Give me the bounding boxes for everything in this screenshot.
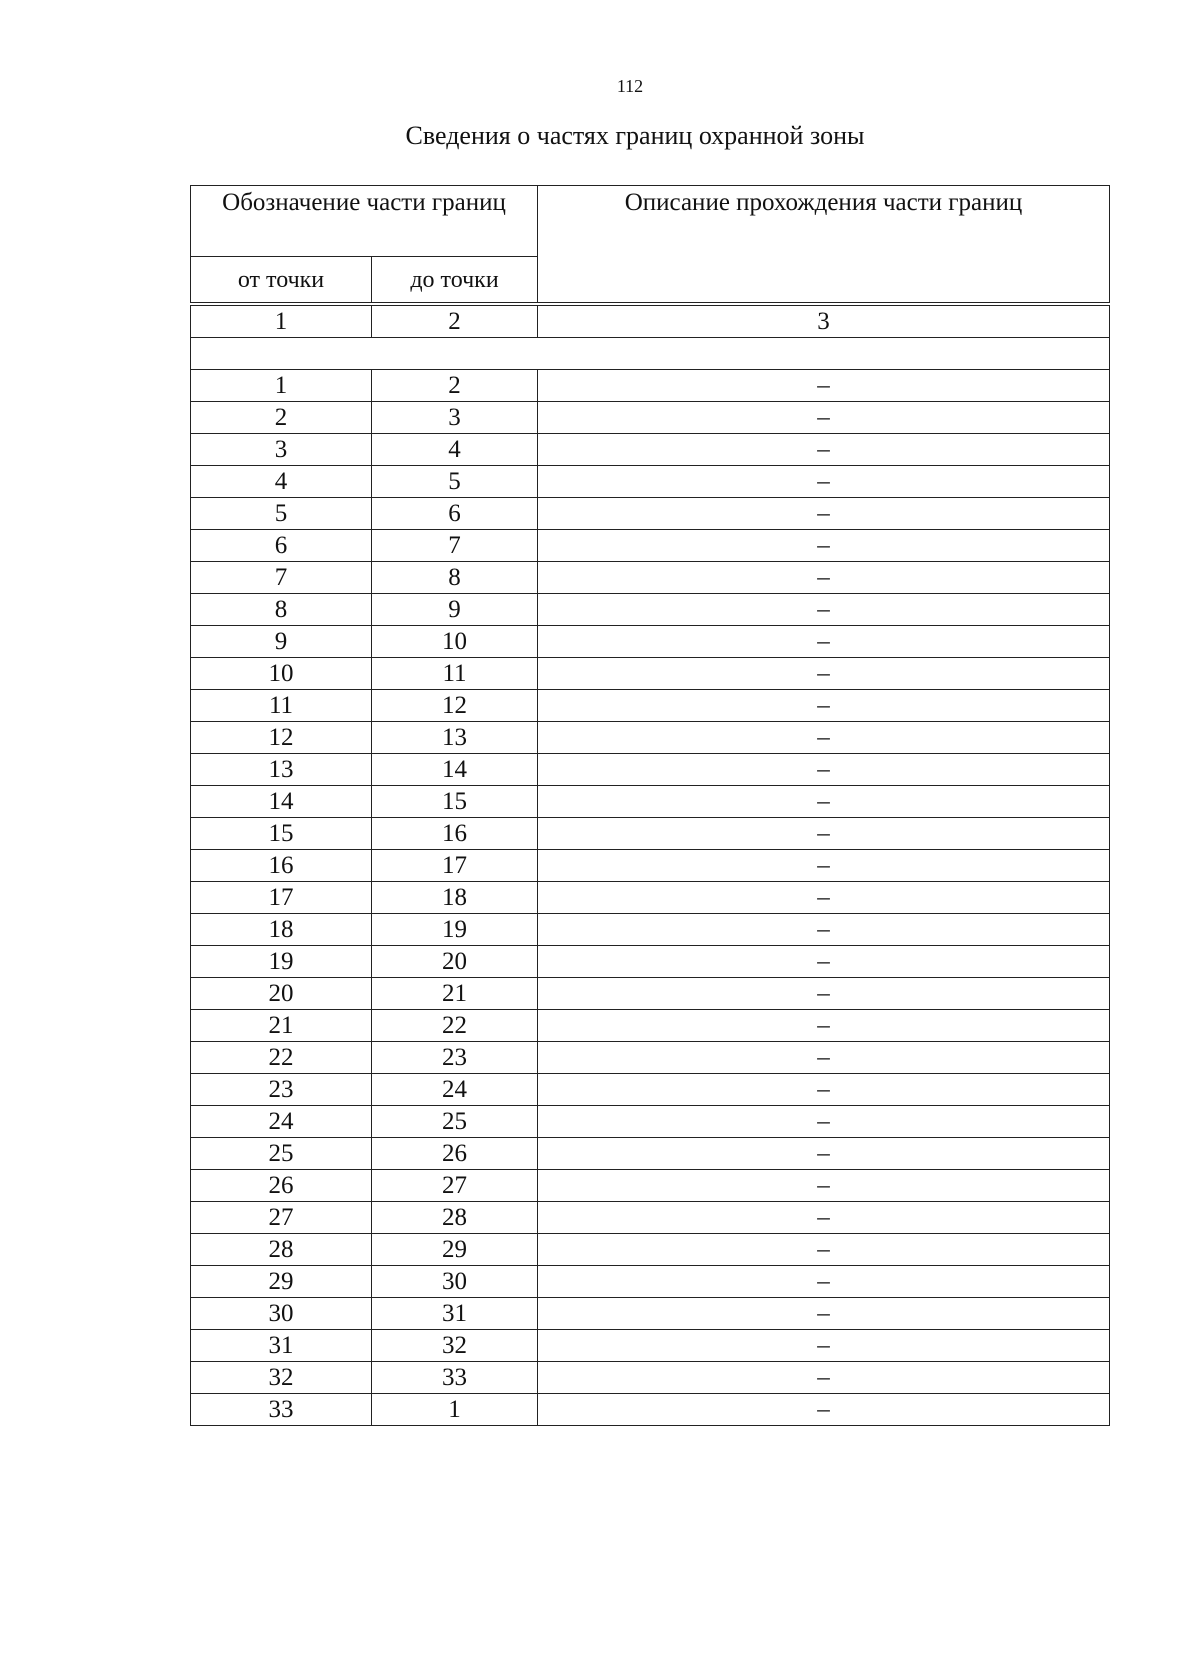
header-to-point: до точки bbox=[372, 257, 538, 303]
table-row bbox=[191, 914, 1110, 946]
from-point-cell: 26 bbox=[191, 1170, 372, 1202]
table-row bbox=[191, 434, 1110, 466]
table-row bbox=[191, 658, 1110, 690]
header-boundary-description: Описание прохождения части границ bbox=[538, 186, 1110, 303]
description-cell: – bbox=[538, 690, 1110, 722]
to-point-cell: 7 bbox=[372, 530, 538, 562]
table-row bbox=[191, 786, 1110, 818]
to-point-cell: 9 bbox=[372, 594, 538, 626]
from-point-cell: 15 bbox=[191, 818, 372, 850]
from-point-cell: 20 bbox=[191, 978, 372, 1010]
from-point-cell: 8 bbox=[191, 594, 372, 626]
description-cell: – bbox=[538, 658, 1110, 690]
description-cell: – bbox=[538, 914, 1110, 946]
description-cell: – bbox=[538, 626, 1110, 658]
table-row bbox=[191, 562, 1110, 594]
to-point-cell: 3 bbox=[372, 402, 538, 434]
description-cell: – bbox=[538, 466, 1110, 498]
description-cell: – bbox=[538, 1170, 1110, 1202]
description-cell: – bbox=[538, 370, 1110, 402]
description-cell: – bbox=[538, 818, 1110, 850]
from-point-cell: 12 bbox=[191, 722, 372, 754]
from-point-cell: 5 bbox=[191, 498, 372, 530]
table-row bbox=[191, 1362, 1110, 1394]
table-row bbox=[191, 690, 1110, 722]
to-point-cell: 14 bbox=[372, 754, 538, 786]
table-row bbox=[191, 626, 1110, 658]
to-point-cell: 32 bbox=[372, 1330, 538, 1362]
table-row bbox=[191, 1234, 1110, 1266]
from-point-cell: 2 bbox=[191, 402, 372, 434]
description-cell: – bbox=[538, 402, 1110, 434]
table-row bbox=[191, 1202, 1110, 1234]
description-cell: – bbox=[538, 594, 1110, 626]
from-point-cell: 18 bbox=[191, 914, 372, 946]
description-cell: – bbox=[538, 562, 1110, 594]
from-point-cell: 28 bbox=[191, 1234, 372, 1266]
from-point-cell: 14 bbox=[191, 786, 372, 818]
description-cell: – bbox=[538, 754, 1110, 786]
table-row bbox=[191, 594, 1110, 626]
table-row bbox=[191, 498, 1110, 530]
from-point-cell: 21 bbox=[191, 1010, 372, 1042]
section-cell bbox=[191, 338, 1110, 370]
description-cell: – bbox=[538, 1202, 1110, 1234]
to-point-cell: 2 bbox=[372, 370, 538, 402]
from-point-cell: 11 bbox=[191, 690, 372, 722]
from-point-cell: 25 bbox=[191, 1138, 372, 1170]
to-point-cell: 19 bbox=[372, 914, 538, 946]
to-point-cell: 23 bbox=[372, 1042, 538, 1074]
to-point-cell: 18 bbox=[372, 882, 538, 914]
to-point-cell: 16 bbox=[372, 818, 538, 850]
to-point-cell: 5 bbox=[372, 466, 538, 498]
from-point-cell: 16 bbox=[191, 850, 372, 882]
from-point-cell: 33 bbox=[191, 1394, 372, 1426]
to-point-cell: 33 bbox=[372, 1362, 538, 1394]
column-number-2: 2 bbox=[372, 306, 538, 338]
to-point-cell: 22 bbox=[372, 1010, 538, 1042]
table-body bbox=[191, 186, 1110, 1426]
description-cell: – bbox=[538, 978, 1110, 1010]
table-row bbox=[191, 370, 1110, 402]
table-row bbox=[191, 882, 1110, 914]
table-row bbox=[191, 402, 1110, 434]
from-point-cell: 30 bbox=[191, 1298, 372, 1330]
to-point-cell: 30 bbox=[372, 1266, 538, 1298]
table-row bbox=[191, 946, 1110, 978]
header-row-top bbox=[191, 186, 1110, 257]
table-row bbox=[191, 722, 1110, 754]
description-cell: – bbox=[538, 1362, 1110, 1394]
description-cell: – bbox=[538, 434, 1110, 466]
table-row bbox=[191, 1298, 1110, 1330]
description-cell: – bbox=[538, 1138, 1110, 1170]
column-number-row bbox=[191, 306, 1110, 338]
from-point-cell: 31 bbox=[191, 1330, 372, 1362]
table-row bbox=[191, 1266, 1110, 1298]
description-cell: – bbox=[538, 1010, 1110, 1042]
from-point-cell: 3 bbox=[191, 434, 372, 466]
to-point-cell: 26 bbox=[372, 1138, 538, 1170]
description-cell: – bbox=[538, 722, 1110, 754]
to-point-cell: 13 bbox=[372, 722, 538, 754]
from-point-cell: 24 bbox=[191, 1106, 372, 1138]
description-cell: – bbox=[538, 850, 1110, 882]
column-number-3: 3 bbox=[538, 306, 1110, 338]
description-cell: – bbox=[538, 1042, 1110, 1074]
section-row bbox=[191, 338, 1110, 370]
from-point-cell: 4 bbox=[191, 466, 372, 498]
table-row bbox=[191, 1042, 1110, 1074]
to-point-cell: 24 bbox=[372, 1074, 538, 1106]
description-cell: – bbox=[538, 1266, 1110, 1298]
from-point-cell: 6 bbox=[191, 530, 372, 562]
from-point-cell: 9 bbox=[191, 626, 372, 658]
to-point-cell: 6 bbox=[372, 498, 538, 530]
table-row bbox=[191, 466, 1110, 498]
from-point-cell: 13 bbox=[191, 754, 372, 786]
description-cell: – bbox=[538, 1330, 1110, 1362]
from-point-cell: 32 bbox=[191, 1362, 372, 1394]
description-cell: – bbox=[538, 498, 1110, 530]
to-point-cell: 28 bbox=[372, 1202, 538, 1234]
description-cell: – bbox=[538, 786, 1110, 818]
description-cell: – bbox=[538, 1106, 1110, 1138]
from-point-cell: 23 bbox=[191, 1074, 372, 1106]
to-point-cell: 4 bbox=[372, 434, 538, 466]
to-point-cell: 31 bbox=[372, 1298, 538, 1330]
description-cell: – bbox=[538, 1234, 1110, 1266]
from-point-cell: 27 bbox=[191, 1202, 372, 1234]
to-point-cell: 29 bbox=[372, 1234, 538, 1266]
from-point-cell: 17 bbox=[191, 882, 372, 914]
from-point-cell: 1 bbox=[191, 370, 372, 402]
from-point-cell: 10 bbox=[191, 658, 372, 690]
table-row bbox=[191, 1170, 1110, 1202]
to-point-cell: 12 bbox=[372, 690, 538, 722]
description-cell: – bbox=[538, 1298, 1110, 1330]
to-point-cell: 11 bbox=[372, 658, 538, 690]
table-row bbox=[191, 850, 1110, 882]
from-point-cell: 7 bbox=[191, 562, 372, 594]
description-cell: – bbox=[538, 882, 1110, 914]
description-cell: – bbox=[538, 1074, 1110, 1106]
from-point-cell: 29 bbox=[191, 1266, 372, 1298]
table-row bbox=[191, 1394, 1110, 1426]
table-row bbox=[191, 1330, 1110, 1362]
to-point-cell: 17 bbox=[372, 850, 538, 882]
description-cell: – bbox=[538, 530, 1110, 562]
table-row bbox=[191, 754, 1110, 786]
header-from-point: от точки bbox=[191, 257, 372, 303]
to-point-cell: 25 bbox=[372, 1106, 538, 1138]
to-point-cell: 8 bbox=[372, 562, 538, 594]
page-number: 112 bbox=[616, 76, 644, 96]
to-point-cell: 15 bbox=[372, 786, 538, 818]
to-point-cell: 21 bbox=[372, 978, 538, 1010]
table-row bbox=[191, 1010, 1110, 1042]
column-number-1: 1 bbox=[191, 306, 372, 338]
description-cell: – bbox=[538, 946, 1110, 978]
table-row bbox=[191, 978, 1110, 1010]
description-cell: – bbox=[538, 1394, 1110, 1426]
table-row bbox=[191, 1074, 1110, 1106]
to-point-cell: 1 bbox=[372, 1394, 538, 1426]
page-title: Сведения о частях границ охранной зоны bbox=[405, 121, 865, 150]
from-point-cell: 22 bbox=[191, 1042, 372, 1074]
table-row bbox=[191, 530, 1110, 562]
from-point-cell: 19 bbox=[191, 946, 372, 978]
to-point-cell: 20 bbox=[372, 946, 538, 978]
header-boundary-designation: Обозначение части границ bbox=[191, 186, 538, 257]
boundary-parts-table bbox=[190, 185, 1110, 1426]
table-row bbox=[191, 1138, 1110, 1170]
table-row bbox=[191, 818, 1110, 850]
table-row bbox=[191, 1106, 1110, 1138]
to-point-cell: 27 bbox=[372, 1170, 538, 1202]
to-point-cell: 10 bbox=[372, 626, 538, 658]
